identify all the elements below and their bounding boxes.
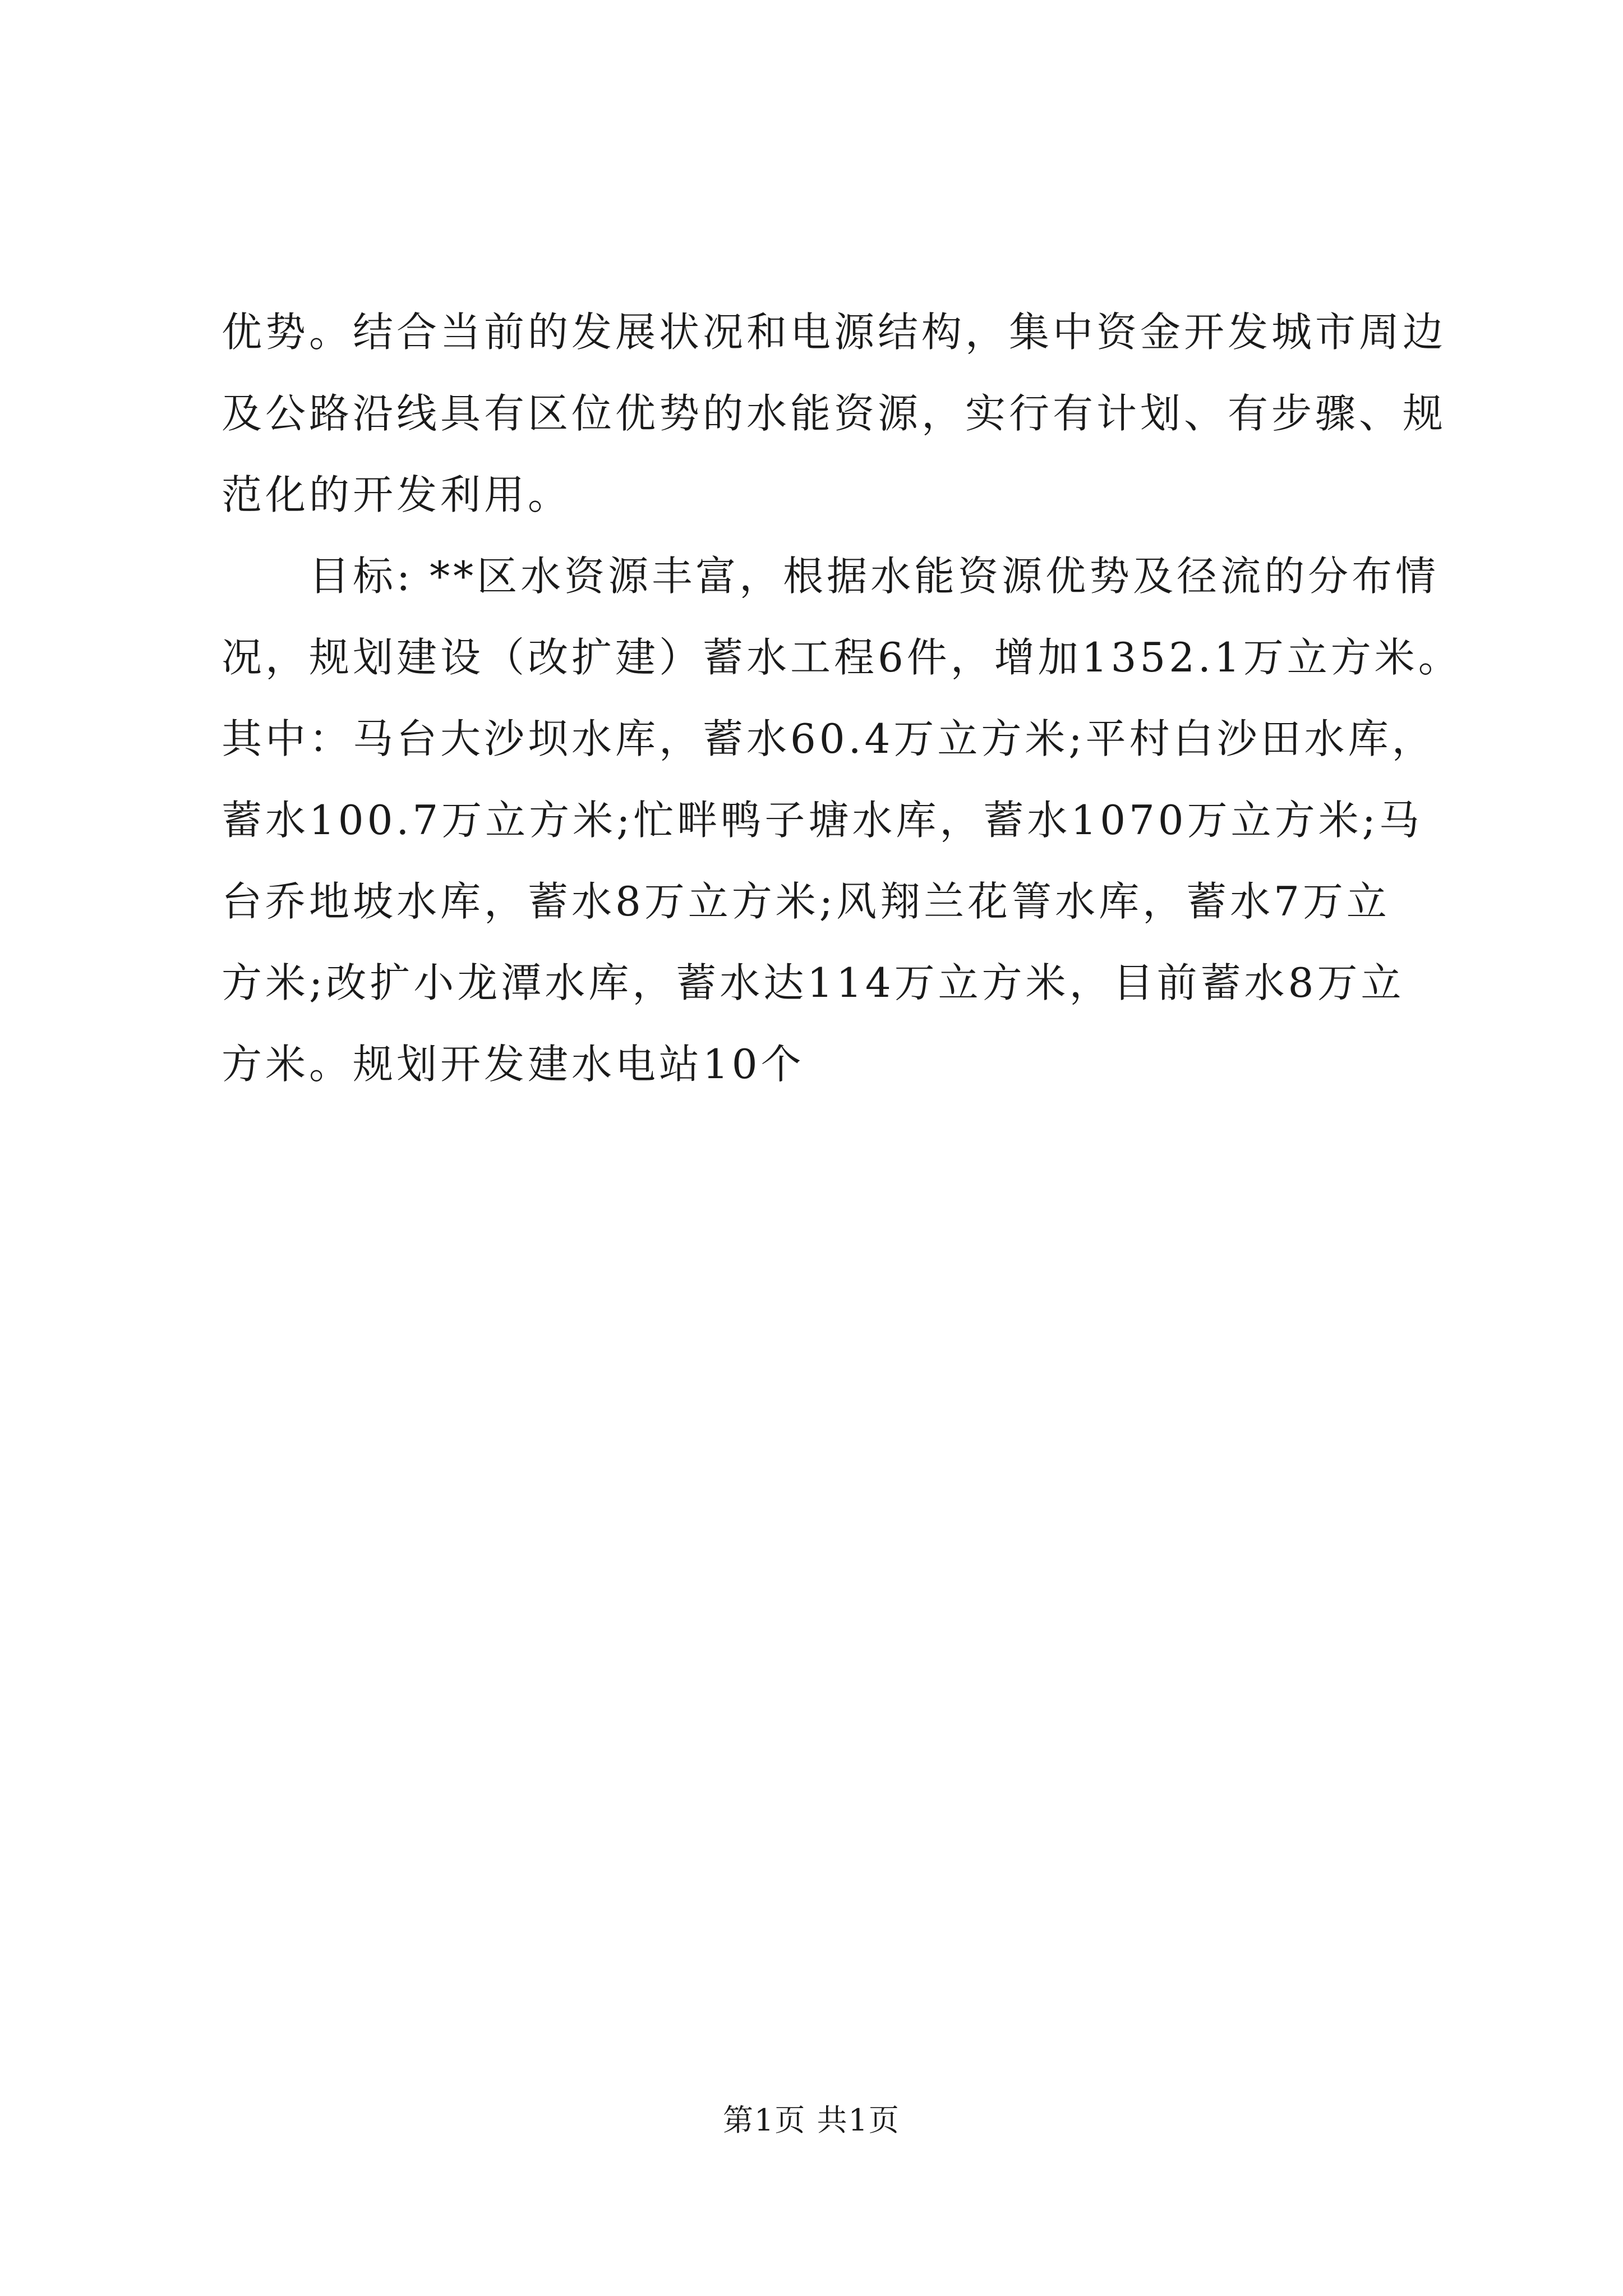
text-line: 及公路沿线具有区位优势的水能资源，实行有计划、有步骤、规 — [222, 390, 1447, 437]
text-line: 范化的开发利用。 — [222, 471, 572, 518]
text-line: 方米。规划开发建水电站10个 — [222, 1041, 805, 1088]
page-footer: 第1页 共1页 — [723, 2102, 900, 2138]
body-text — [222, 292, 1462, 1105]
text-line: 优势。结合当前的发展状况和电源结构，集中资金开发城市周边 — [222, 309, 1447, 356]
text-line: 况，规划建设（改扩建）蓄水工程6件，增加1352.1万立方米。 — [222, 634, 1462, 681]
text-line: 其中：马台大沙坝水库，蓄水60.4万立方米;平村白沙田水库， — [222, 715, 1436, 762]
paragraph-start-line: 目标: **区水资源丰富，根据水能资源优势及径流的分布情 — [309, 553, 1440, 600]
text-line: 方米;改扩小龙潭水库，蓄水达114万立方米，目前蓄水8万立 — [222, 959, 1405, 1006]
text-line: 台乔地坡水库，蓄水8万立方米;风翔兰花箐水库，蓄水7万立 — [222, 878, 1390, 925]
text-line: 蓄水100.7万立方米;忙畔鸭子塘水库，蓄水1070万立方米;马 — [222, 797, 1423, 844]
